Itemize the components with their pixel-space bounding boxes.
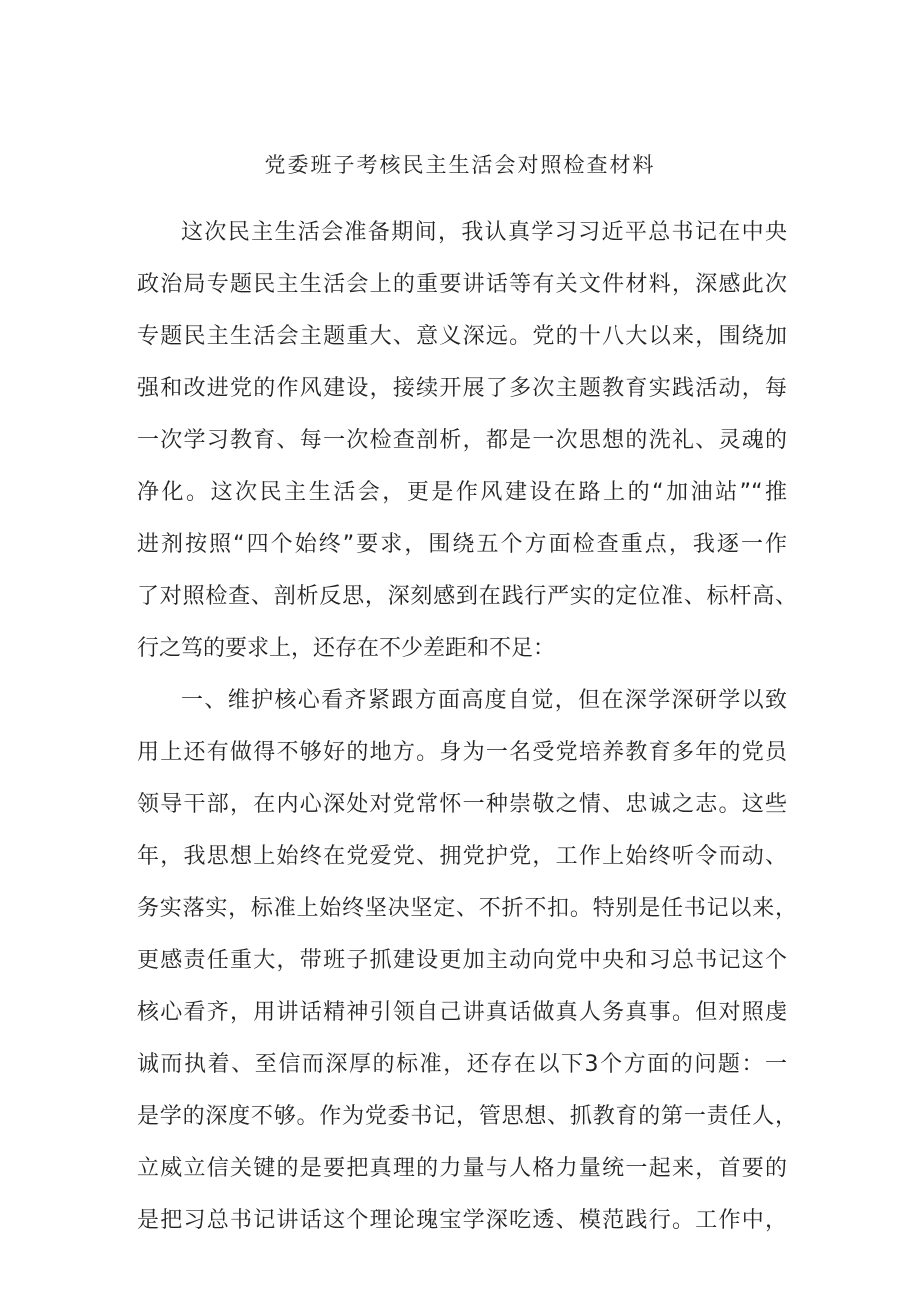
paragraph-2-line-11: 是把习总书记讲话这个理论瑰宝学深吃透、模范践行。工作中， <box>137 1208 787 1233</box>
paragraph-1-line-2: 政治局专题民主生活会上的重要讲话等有关文件材料，深感此次 <box>137 272 787 297</box>
paragraph-2-line-10: 立威立信关键的是要把真理的力量与人格力量统一起来，首要的 <box>137 1156 787 1181</box>
paragraph-2-line-1: 一、维护核心看齐紧跟方面高度自觉，但在深学深研学以致 <box>181 688 787 713</box>
paragraph-1-line-7: 进剂按照“四个始终”要求，围绕五个方面检查重点，我逐一作 <box>137 532 787 557</box>
document-title: 党委班子考核民主生活会对照检查材料 <box>264 153 656 177</box>
paragraph-2-line-4: 年，我思想上始终在党爱党、拥党护党，工作上始终听令而动、 <box>137 844 787 869</box>
paragraph-2-line-6: 更感责任重大，带班子抓建设更加主动向党中央和习总书记这个 <box>137 948 787 973</box>
paragraph-2-line-5: 务实落实，标准上始终坚决坚定、不折不扣。特别是任书记以来， <box>137 896 797 921</box>
paragraph-1-line-1: 这次民主生活会准备期间，我认真学习习近平总书记在中央 <box>181 220 787 245</box>
paragraph-2-line-9: 是学的深度不够。作为党委书记，管思想、抓教育的第一责任人， <box>137 1104 797 1129</box>
paragraph-1-line-6: 净化。这次民主生活会，更是作风建设在路上的“加油站”“推 <box>137 480 787 505</box>
paragraph-2-line-7: 核心看齐，用讲话精神引领自己讲真话做真人务真事。但对照虔 <box>137 1000 787 1025</box>
paragraph-1-line-9: 行之笃的要求上，还存在不少差距和不足： <box>137 636 556 661</box>
paragraph-1-line-8: 了对照检查、剖析反思，深刻感到在践行严实的定位准、标杆高、 <box>137 584 797 609</box>
paragraph-2-line-2: 用上还有做得不够好的地方。身为一名受党培养教育多年的党员 <box>137 740 787 765</box>
paragraph-2-line-8: 诚而执着、至信而深厚的标准，还存在以下3个方面的问题：一 <box>137 1052 787 1077</box>
paragraph-1-line-5: 一次学习教育、每一次检查剖析，都是一次思想的洗礼、灵魂的 <box>137 428 787 453</box>
paragraph-1-line-4: 强和改进党的作风建设，接续开展了多次主题教育实践活动，每 <box>137 376 787 401</box>
paragraph-2-line-3: 领导干部，在内心深处对党常怀一种崇敬之情、忠诚之志。这些 <box>137 792 787 817</box>
paragraph-1-line-3: 专题民主生活会主题重大、意义深远。党的十八大以来，围绕加 <box>137 324 787 349</box>
